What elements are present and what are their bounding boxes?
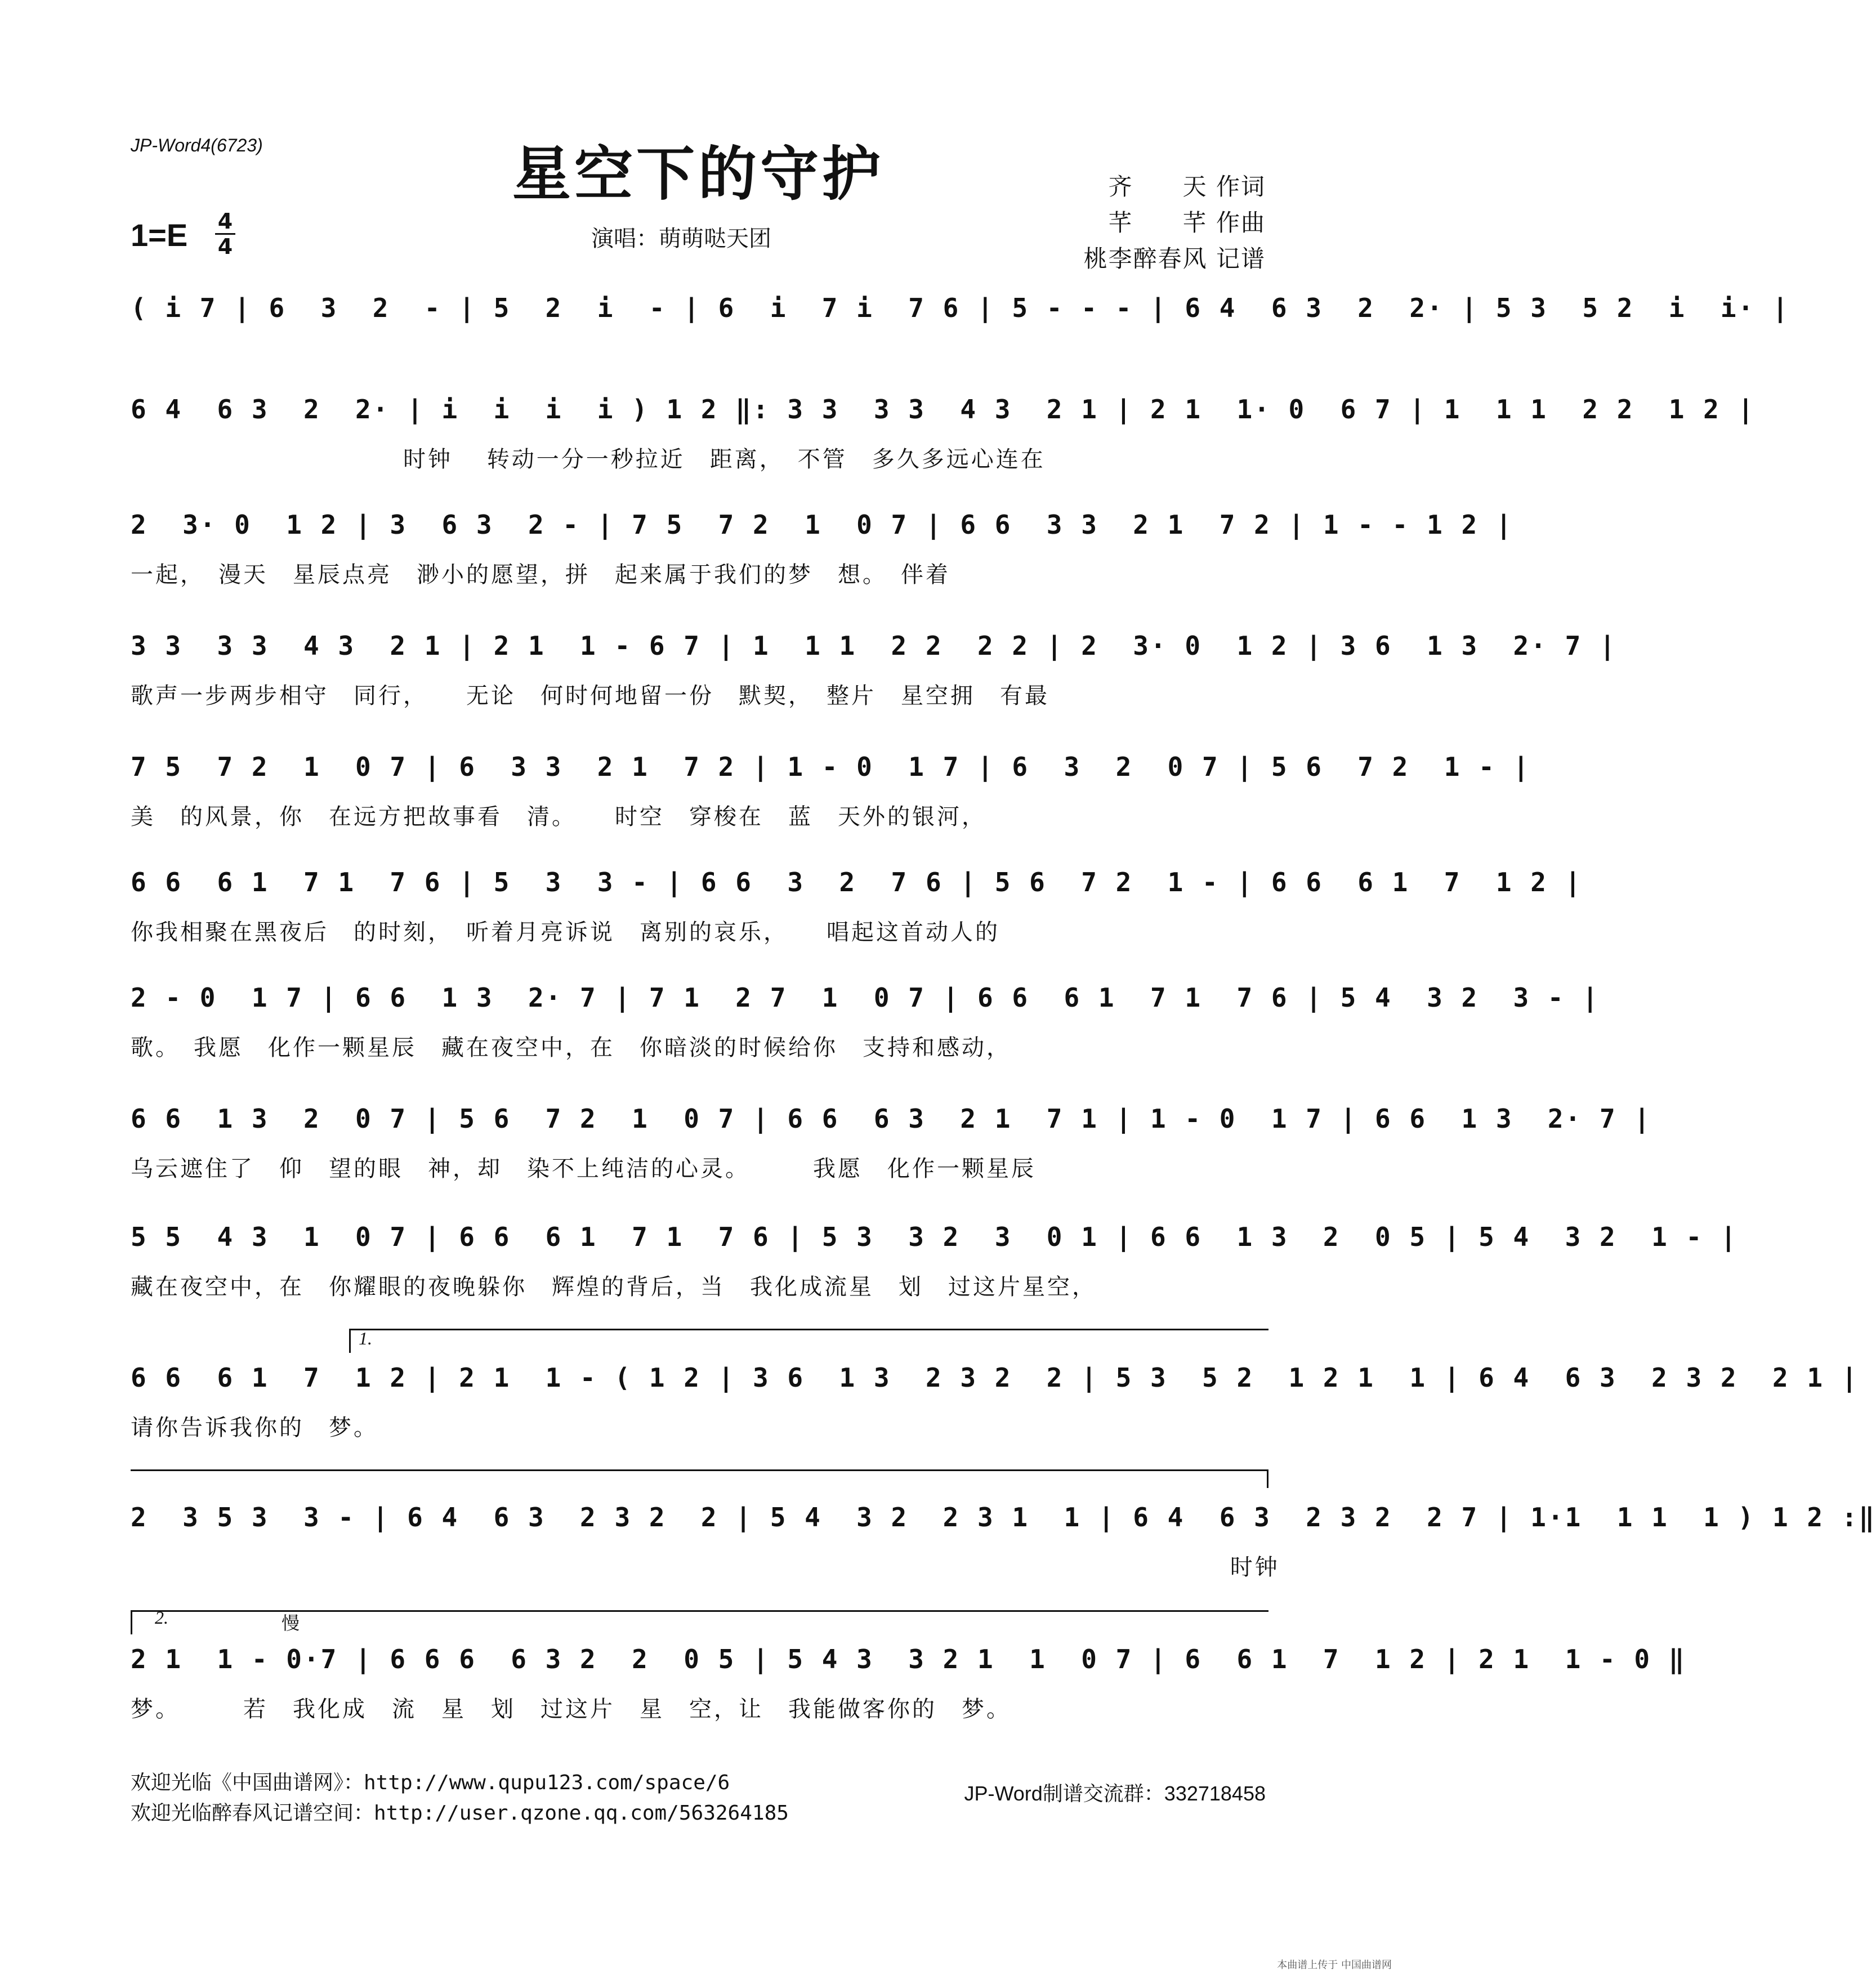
upload-note: 本曲谱上传于 中国曲谱网: [1277, 1959, 1392, 1971]
lyrics-line: 请你告诉我你的 梦。: [131, 1415, 378, 1441]
notes-line: 6 6 1 3 2 0 7 | 5 6 7 2 1 0 7 | 6 6 6 3 2 1 7 1 | 1 - 0 1 7 | 6 6 1 3 2· 7 |: [131, 1103, 1652, 1134]
first-ending-continuation: [131, 1469, 1268, 1488]
footer-group: JP-Word制谱交流群：332718458: [964, 1782, 1266, 1805]
software-label: JP-Word4(6723): [131, 135, 263, 155]
footer-site-1: 欢迎光临《中国曲谱网》：http://www.qupu123.com/space/6: [131, 1771, 730, 1794]
key-signature: 1=E: [131, 217, 188, 253]
lyrics-line: 乌云遮住了 仰 望的眼 神，却 染不上纯洁的心灵。 我愿 化作一颗星辰: [131, 1156, 1036, 1182]
score-line-12: [131, 1644, 1686, 1723]
notes-line: 6 4 6 3 2 2· | i i i i ) 1 2 ‖: 3 3 3 3 4 3 2 1 | 2 1 1· 0 6 7 | 1 1 1 2 2 1 2 |: [131, 394, 1756, 425]
lyrics-line: 时钟 转动一分一秒拉近 距离， 不管 多久多远心连在: [131, 446, 1046, 472]
notes-line: 2 3· 0 1 2 | 3 6 3 2 - | 7 5 7 2 1 0 7 | 6 6 3 3 2 1 7 2 | 1 - - 1 2 |: [131, 510, 1513, 540]
composer: 芊 芊 作曲: [1108, 209, 1266, 236]
notes-line: 5 5 4 3 1 0 7 | 6 6 6 1 7 1 7 6 | 5 3 3 2 3 0 1 | 6 6 1 3 2 0 5 | 5 4 3 2 1 - |: [131, 1222, 1738, 1252]
notes-line: 2 3 5 3 3 - | 6 4 6 3 2 3 2 2 | 5 4 3 2 2 3 1 1 | 6 4 6 3 2 3 2 2 7 | 1·1 1 1 1 ) 1 2 :‖: [131, 1502, 1876, 1532]
lyrics-line: 一起， 漫天 星辰点亮 渺小的愿望，拼 起来属于我们的梦 想。 伴着: [131, 562, 950, 588]
transcriber: 桃李醉春风 记谱: [1083, 245, 1266, 272]
notes-line: 6 6 6 1 7 1 2 | 2 1 1 - ( 1 2 | 3 6 1 3 2 3 2 2 | 5 3 5 2 1 2 1 1 | 6 4 6 3 2 3 2 2 1 |: [131, 1362, 1859, 1393]
score-line-4: [131, 631, 1617, 710]
lyrics-line: 梦。 若 我化成 流 星 划 过这片 星 空，让 我能做客你的 梦。: [131, 1696, 1011, 1722]
performer: 演唱：萌萌哒天团: [591, 226, 771, 252]
score-line-8: [131, 1103, 1652, 1183]
tempo-mark: 慢: [282, 1612, 300, 1634]
score-line-3: [131, 510, 1513, 589]
score-line-6: [131, 867, 1583, 946]
lyrics-line: 美 的风景，你 在远方把故事看 清。 时空 穿梭在 蓝 天外的银河，: [131, 804, 986, 830]
song-title: 星空下的守护: [512, 139, 884, 208]
notes-line: ( i 7 | 6 3 2 - | 5 2 i - | 6 i 7 i 7 6 | 5 - - - | 6 4 6 3 2 2· | 5 3 5 2 i i· |: [131, 293, 1790, 323]
notes-line: 2 - 0 1 7 | 6 6 1 3 2· 7 | 7 1 2 7 1 0 7 | 6 6 6 1 7 1 7 6 | 5 4 3 2 3 - |: [131, 982, 1600, 1013]
score-line-1: [131, 293, 1790, 340]
lyrics-line: 你我相聚在黑夜后 的时刻， 听着月亮诉说 离别的哀乐， 唱起这首动人的: [131, 919, 1000, 945]
lyrics-line: 时钟: [131, 1554, 1280, 1580]
second-ending-label: 2.: [155, 1607, 168, 1628]
lyrics-line: 歌。 我愿 化作一颗星辰 藏在夜空中，在 你暗淡的时候给你 支持和感动，: [131, 1035, 1011, 1061]
score-line-5: [131, 752, 1531, 831]
lyrics-line: 歌声一步两步相守 同行， 无论 何时何地留一份 默契， 整片 星空拥 有最: [131, 683, 1049, 709]
first-ending-bracket: [349, 1329, 1268, 1353]
notes-line: 6 6 6 1 7 1 7 6 | 5 3 3 - | 6 6 3 2 7 6 | 5 6 7 2 1 - | 6 6 6 1 7 1 2 |: [131, 867, 1583, 897]
notes-line: 3 3 3 3 4 3 2 1 | 2 1 1 - 6 7 | 1 1 1 2 2 2 2 | 2 3· 0 1 2 | 3 6 1 3 2· 7 |: [131, 631, 1617, 661]
score-line-10: [131, 1362, 1859, 1442]
lyricist: 齐 天 作词: [1108, 173, 1266, 200]
credits: [1084, 169, 1266, 277]
score-line-2: [131, 394, 1756, 473]
footer-links: [131, 1768, 789, 1829]
score-line-9: [131, 1222, 1738, 1301]
meter-top: 4: [217, 209, 233, 234]
score-line-7: [131, 982, 1600, 1062]
time-signature: [214, 209, 236, 258]
score-line-11: [131, 1502, 1876, 1581]
notes-line: 2 1 1 - 0·7 | 6 6 6 6 3 2 2 0 5 | 5 4 3 3 2 1 1 0 7 | 6 6 1 7 1 2 | 2 1 1 - 0 ‖: [131, 1644, 1686, 1674]
second-ending-bracket: [131, 1607, 1268, 1634]
first-ending-label: 1.: [359, 1328, 372, 1348]
notes-line: 7 5 7 2 1 0 7 | 6 3 3 2 1 7 2 | 1 - 0 1 7 | 6 3 2 0 7 | 5 6 7 2 1 - |: [131, 752, 1531, 782]
footer-site-2: 欢迎光临醉春风记谱空间：http://user.qzone.qq.com/563264185: [131, 1802, 789, 1825]
lyrics-line: 藏在夜空中，在 你耀眼的夜晚躲你 辉煌的背后，当 我化成流星 划 过这片星空，: [131, 1274, 1097, 1300]
meter-bottom: 4: [217, 234, 233, 259]
